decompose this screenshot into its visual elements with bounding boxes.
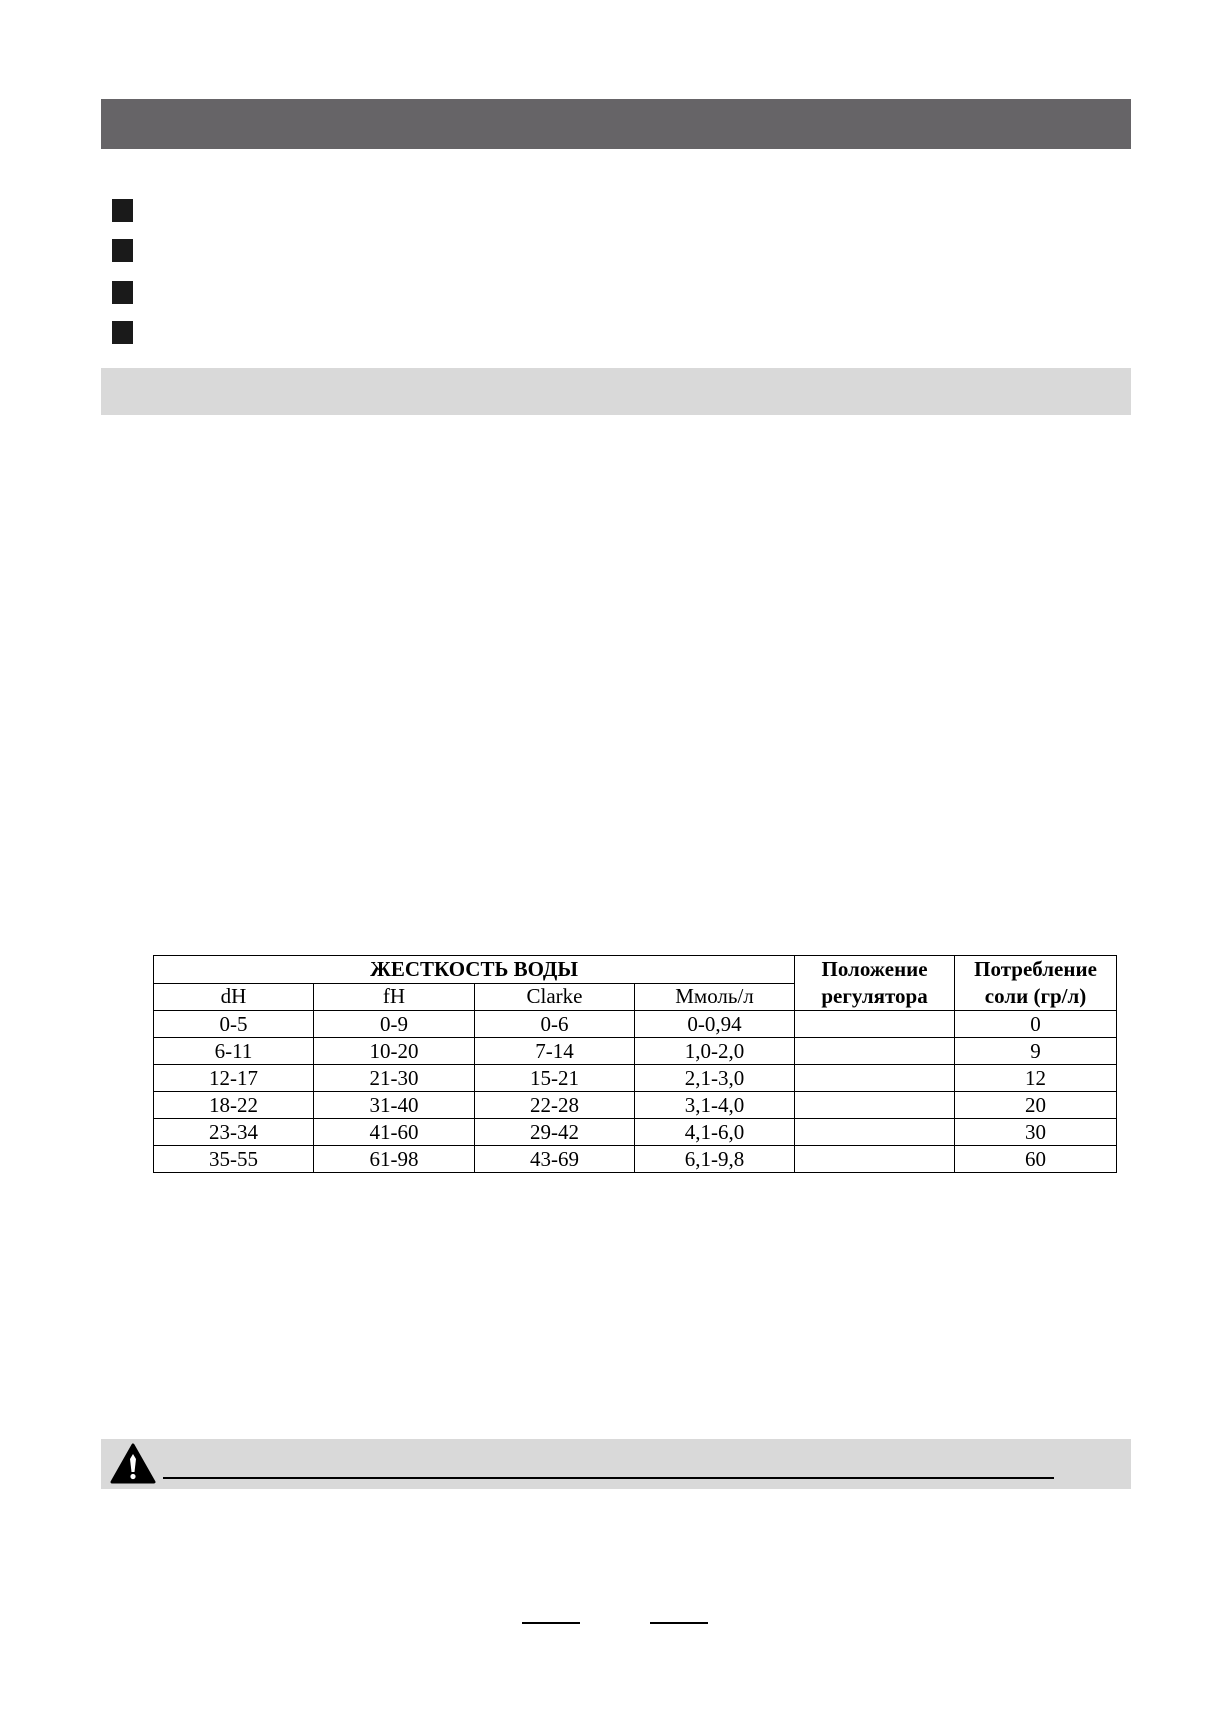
cell-fh: 10-20 — [314, 1038, 475, 1065]
cell-dh: 23-34 — [154, 1119, 314, 1146]
cell-salt: 0 — [955, 1011, 1117, 1038]
column-header-clarke: Clarke — [475, 983, 635, 1011]
column-header-fh: fH — [314, 983, 475, 1011]
cell-salt: 12 — [955, 1065, 1117, 1092]
header-bar — [101, 99, 1131, 149]
cell-mmol: 1,0-2,0 — [635, 1038, 795, 1065]
cell-fh: 0-9 — [314, 1011, 475, 1038]
cell-clarke: 43-69 — [475, 1146, 635, 1173]
cell-clarke: 15-21 — [475, 1065, 635, 1092]
warning-bar — [101, 1439, 1131, 1489]
cell-dh: 0-5 — [154, 1011, 314, 1038]
cell-dh: 6-11 — [154, 1038, 314, 1065]
table-row — [154, 1092, 1117, 1119]
cell-mmol: 4,1-6,0 — [635, 1119, 795, 1146]
cell-mmol: 0-0,94 — [635, 1011, 795, 1038]
cell-clarke: 22-28 — [475, 1092, 635, 1119]
cell-clarke: 29-42 — [475, 1119, 635, 1146]
cell-salt: 30 — [955, 1119, 1117, 1146]
cell-clarke: 7-14 — [475, 1038, 635, 1065]
cell-salt: 20 — [955, 1092, 1117, 1119]
cell-fh: 31-40 — [314, 1092, 475, 1119]
cell-salt: 60 — [955, 1146, 1117, 1173]
cell-mmol: 2,1-3,0 — [635, 1065, 795, 1092]
cell-salt: 9 — [955, 1038, 1117, 1065]
bullet-marker — [112, 281, 133, 304]
bullet-marker — [112, 321, 133, 344]
cell-regulator — [795, 1065, 955, 1092]
table-row — [154, 1065, 1117, 1092]
cell-regulator — [795, 1119, 955, 1146]
table-row — [154, 1038, 1117, 1065]
hardness-group-header: ЖЕСТКОСТЬ ВОДЫ — [154, 956, 795, 984]
regulator-header: Положение регулятора — [795, 956, 955, 1011]
cell-regulator — [795, 1146, 955, 1173]
warning-title-underline — [163, 1477, 1054, 1479]
cell-dh: 18-22 — [154, 1092, 314, 1119]
section-heading-bar — [101, 368, 1131, 415]
table-row — [154, 1011, 1117, 1038]
water-hardness-table — [153, 955, 1117, 1173]
column-header-mmol: Ммоль/л — [635, 983, 795, 1011]
cell-dh: 12-17 — [154, 1065, 314, 1092]
cell-dh: 35-55 — [154, 1146, 314, 1173]
footer-underline — [522, 1622, 580, 1624]
cell-mmol: 3,1-4,0 — [635, 1092, 795, 1119]
bullet-marker — [112, 239, 133, 262]
bullet-marker — [112, 199, 133, 222]
cell-fh: 41-60 — [314, 1119, 475, 1146]
cell-mmol: 6,1-9,8 — [635, 1146, 795, 1173]
cell-fh: 61-98 — [314, 1146, 475, 1173]
cell-regulator — [795, 1092, 955, 1119]
cell-regulator — [795, 1038, 955, 1065]
cell-fh: 21-30 — [314, 1065, 475, 1092]
table-row — [154, 1119, 1117, 1146]
cell-clarke: 0-6 — [475, 1011, 635, 1038]
column-header-dh: dH — [154, 983, 314, 1011]
salt-consumption-header: Потребление соли (гр/л) — [955, 956, 1117, 1011]
cell-regulator — [795, 1011, 955, 1038]
table-row — [154, 1146, 1117, 1173]
warning-triangle-icon — [110, 1442, 156, 1484]
footer-underline — [650, 1622, 708, 1624]
